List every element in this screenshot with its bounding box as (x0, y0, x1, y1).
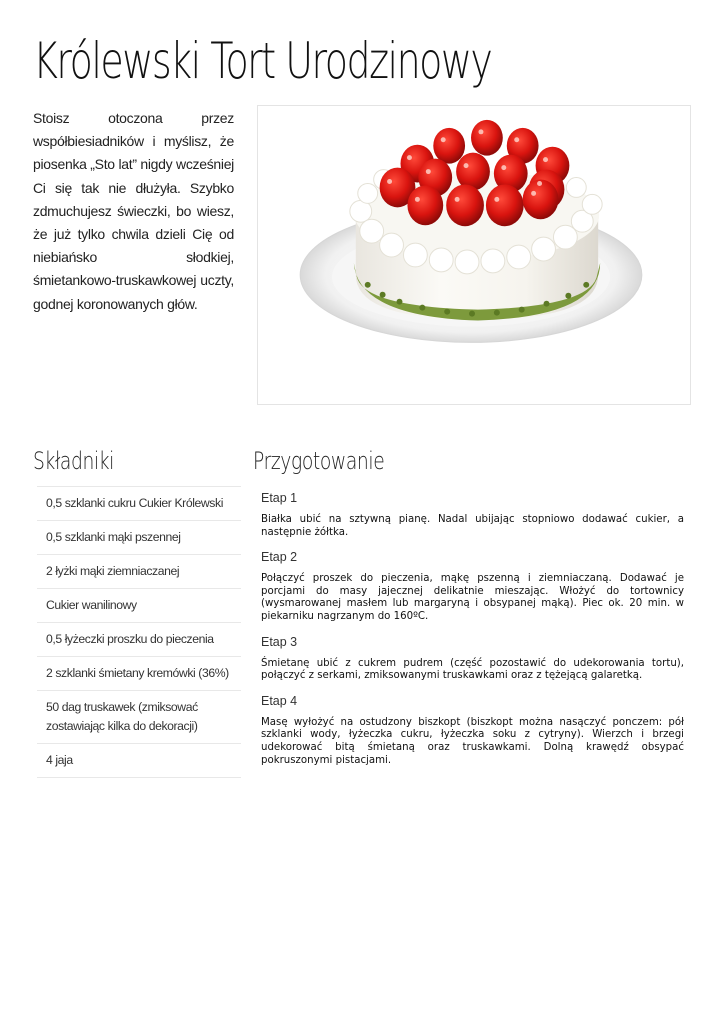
ingredient-item: 0,5 szklanki mąki pszennej (37, 521, 241, 555)
step-label: Etap 4 (261, 693, 298, 708)
ingredient-item: 0,5 łyżeczki proszku do pieczenia (37, 623, 241, 657)
step-text: Białka ubić na sztywną pianę. Nadal ubijając stopniowo dodawać cukier, a następnie żółtka. (261, 514, 684, 538)
cake-photo (257, 105, 691, 405)
step-text: Połączyć proszek do pieczenia, mąkę pszenną i ziemniaczaną. Dodawać je porcjami do masy jajecznej delikatnie mieszając. Włożyć do tortownicy (wysmarowanej masłem lub margaryną i obsypanej mąką). Piec ok. 20 min. w piekarniku nagrzanym do 160ºC. (261, 573, 684, 622)
recipe-intro: Stoisz otoczona przez współbiesiadników i myślisz, że piosenka „Sto lat” nigdy wcześniej Ci się tak nie dłużyła. Szybko zdmuchujesz świeczki, bo wiesz, że już tylko chwila dzieli Cię od niebiańsko słodkiej, śmietankowo-truskawkowej uczty, godnej koronowanych głów. (33, 110, 234, 312)
ingredients-heading: Składniki (33, 447, 114, 475)
ingredient-item: 2 łyżki mąki ziemniaczanej (37, 555, 241, 589)
recipe-title: Królewski Tort Urodzinowy (33, 32, 492, 90)
step-label: Etap 1 (261, 491, 298, 505)
step-text: Masę wyłożyć na ostudzony biszkopt (biszkopt można nasączyć ponczem: pół szklanki wody, łyżeczka cukru, łyżeczka soku z cytryny). Wierzch i brzegi udekorować bitą śmietaną oraz truskawkami. Dolną krawędź obsypać pokruszonymi pistacjami. (261, 716, 684, 766)
preparation-heading: Przygotowanie (253, 447, 385, 475)
ingredient-item: 0,5 szklanki cukru Cukier Królewski (37, 487, 241, 521)
step-label: Etap 2 (261, 550, 298, 565)
ingredients-list (37, 486, 241, 778)
ingredient-item: 4 jaja (37, 744, 241, 778)
preparation-steps (261, 488, 684, 775)
ingredient-item: Cukier wanilinowy (37, 589, 241, 623)
ingredient-item: 2 szklanki śmietany kremówki (36%) (37, 657, 241, 691)
step-text: Śmietanę ubić z cukrem pudrem (część pozostawić do udekorowania tortu), połączyć z serkami, zmiksowanymi truskawkami oraz z tężejącą galaretką. (261, 657, 684, 682)
step-label: Etap 3 (261, 634, 298, 649)
ingredient-item: 50 dag truskawek (zmiksować zostawiając kilka do dekoracji) (37, 691, 241, 744)
